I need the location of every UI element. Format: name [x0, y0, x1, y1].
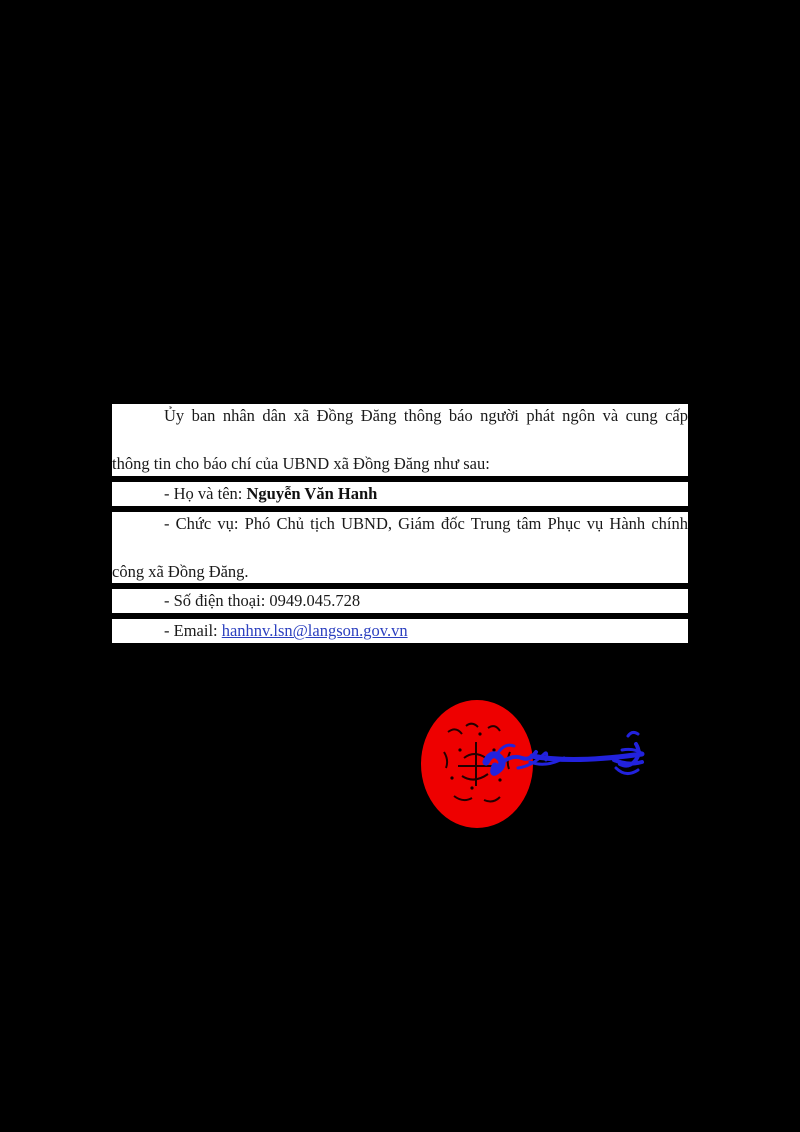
phone-value: 0949.045.728: [269, 591, 361, 611]
paragraph-position: [112, 512, 688, 584]
round-red-seal-icon: [414, 692, 544, 832]
stamp-and-signature-layer: [400, 670, 730, 850]
paragraph-intro-line-2: thông tin cho báo chí của UBND xã Đồng Đăng như sau:: [112, 453, 490, 473]
blue-ink-signature-icon: [400, 670, 730, 850]
paragraph-phone: [112, 589, 688, 613]
paragraph-email: [112, 619, 688, 643]
paragraph-fullname: [112, 482, 688, 506]
paragraph-intro: [112, 404, 688, 476]
paragraph-intro-line-1: Ủy ban nhân dân xã Đồng Đăng thông báo người phát ngôn và cung cấp: [112, 404, 688, 452]
document-text-body: [112, 404, 688, 649]
phone-label: - Số điện thoại:: [164, 591, 270, 611]
fullname-label: - Họ và tên:: [164, 483, 247, 503]
position-line-2: công xã Đồng Đăng.: [112, 561, 249, 581]
position-line-1: - Chức vụ: Phó Chủ tịch UBND, Giám đốc Trung tâm Phục vụ Hành chính: [112, 512, 688, 560]
email-link[interactable]: hanhnv.lsn@langson.gov.vn: [221, 621, 408, 641]
fullname-value: Nguyễn Văn Hanh: [246, 483, 378, 503]
email-label: - Email:: [164, 621, 222, 641]
